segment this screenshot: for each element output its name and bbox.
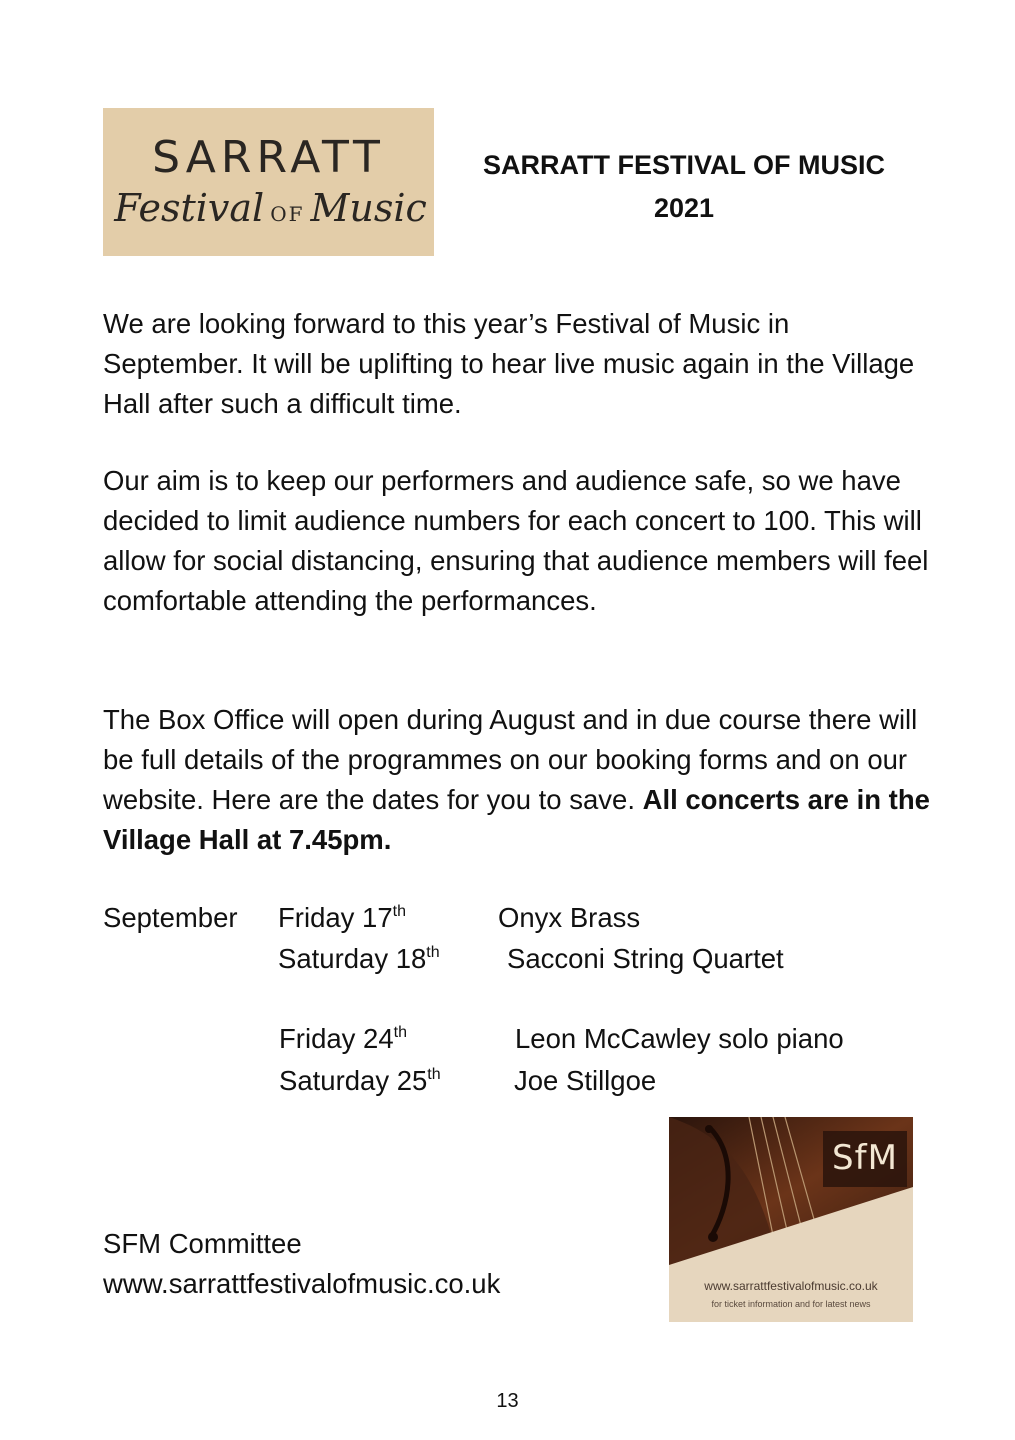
date-suffix: th (393, 1024, 407, 1041)
concert-performer: Leon McCawley solo piano (515, 1023, 844, 1054)
committee-signature: SFM Committee (103, 1228, 302, 1259)
logo-script-of: OF (270, 202, 305, 226)
box-office-text: The Box Office will open during August and in due course there will be full details of the programmes on our booking forms and on our website. Here are the dates for you to save. (103, 704, 918, 815)
logo-script-festival: Festival (114, 186, 265, 230)
concert-day: Friday 24 (279, 1023, 394, 1054)
concert-date (279, 1061, 441, 1101)
date-suffix: th (392, 903, 406, 920)
box-office-paragraph (103, 700, 933, 860)
page-title: SARRATT FESTIVAL OF MUSIC (483, 150, 885, 180)
logo-script-music: Music (310, 186, 427, 230)
logo-script-line (113, 186, 428, 230)
concert-day: Friday 17 (278, 902, 393, 933)
promo-tagline: for ticket information and for latest news (711, 1299, 871, 1309)
concert-date (278, 939, 440, 979)
concert-date (279, 1019, 407, 1059)
venue-time-note: All concerts are in the Village Hall at 7.45pm. (103, 784, 930, 855)
schedule-month: September (103, 902, 238, 933)
page-number: 13 (496, 1390, 519, 1412)
date-suffix: th (426, 944, 440, 961)
date-suffix: th (427, 1066, 441, 1083)
festival-logo (103, 108, 434, 256)
promo-card (669, 1117, 913, 1322)
website-link[interactable]: www.sarrattfestivalofmusic.co.uk (103, 1268, 501, 1299)
promo-url: www.sarrattfestivalofmusic.co.uk (704, 1279, 878, 1293)
concert-performer: Sacconi String Quartet (507, 943, 784, 974)
concert-performer: Onyx Brass (498, 902, 641, 933)
violin-photo (669, 1117, 913, 1265)
safety-paragraph: Our aim is to keep our performers and audience safe, so we have decided to limit audience numbers for each concert to 100. This will allow for social distancing, ensuring that audience members will feel comfortable attending the performances. (103, 465, 929, 616)
concert-performer: Joe Stillgoe (514, 1065, 657, 1096)
concert-day: Saturday 18 (278, 943, 427, 974)
page-title-year: 2021 (653, 193, 715, 223)
logo-wordmark: SARRATT (152, 132, 385, 183)
intro-paragraph: We are looking forward to this year’s Festival of Music in September. It will be uplifting to hear live music again in the Village Hall after such a difficult time. (103, 308, 915, 419)
concert-day: Saturday 25 (279, 1065, 428, 1096)
concert-date (278, 898, 406, 938)
sfm-monogram: SfM (832, 1138, 898, 1178)
